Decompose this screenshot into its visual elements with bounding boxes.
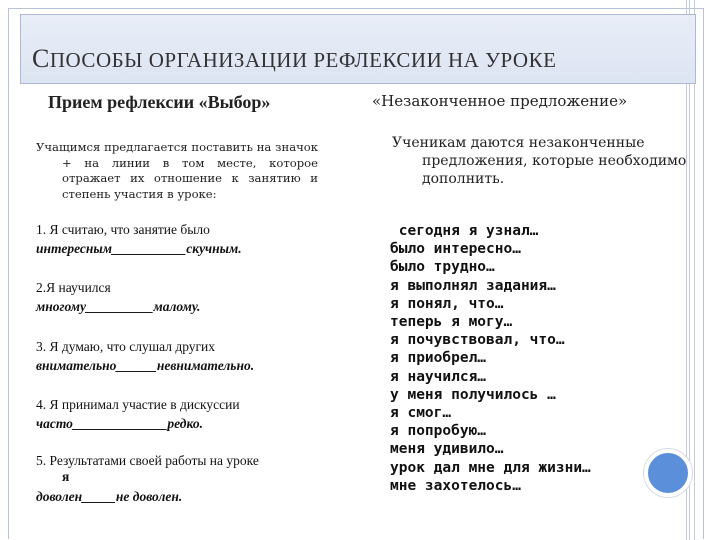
choice-question: 5. Результатами своей работы на уроке (36, 453, 259, 468)
slide-title (32, 44, 556, 74)
sentence-starter: теперь я могу… (390, 314, 513, 331)
sentence-starter: сегодня я узнал… (390, 223, 539, 239)
choice-question-continuation: я (62, 469, 70, 484)
sentence-starter: я попробую… (390, 423, 487, 440)
choice-question: 2.Я научился (36, 280, 111, 295)
choice-item-2 (36, 278, 336, 316)
sentence-starter: мне захотелось… (390, 477, 521, 494)
left-intro-paragraph: Учащимся предлагается поставить на значок + на линии в том месте, которое отражает их отношение к занятию и степень участия в уроке: (36, 140, 318, 201)
decorative-circle (644, 449, 692, 497)
sentence-starter: я выполнял задания… (390, 277, 556, 294)
choice-scale: многому__________малому. (36, 299, 201, 314)
choice-item-4 (36, 395, 336, 433)
slide-title-first-letter: С (32, 44, 50, 73)
choice-scale: интересным___________скучным. (36, 241, 242, 256)
choice-scale: внимательно______невнимательно. (36, 358, 255, 373)
choice-scale: доволен_____не доволен. (36, 489, 183, 504)
choice-question: 3. Я думаю, что слушал других (36, 339, 216, 354)
sentence-starter: меня удивило… (390, 441, 504, 458)
sentence-starter: было интересно… (390, 241, 521, 258)
choice-item-1 (36, 220, 336, 258)
sentence-starter: я научился… (390, 368, 487, 385)
choice-question: 1. Я считаю, что занятие было (36, 222, 210, 237)
sentence-starter: я почувствовал, что… (390, 332, 565, 349)
slide-title-rest: ПОСОБЫ ОРГАНИЗАЦИИ РЕФЛЕКСИИ НА УРОКЕ (49, 48, 557, 72)
choice-item-3 (36, 337, 336, 375)
sentence-starter: у меня получилось … (390, 386, 556, 403)
choice-scale: часто______________редко. (36, 416, 203, 431)
right-intro-text (392, 134, 692, 188)
choice-question: 4. Я принимал участие в дискуссии (36, 397, 240, 412)
sentence-starter: я понял, что… (390, 295, 504, 312)
right-intro-line: Ученикам даются незаконченные предложения, которые необходимо дополнить. (392, 135, 687, 187)
sentence-starter: я приобрел… (390, 350, 487, 367)
choice-item-5 (36, 453, 336, 505)
right-column-heading: «Незаконченное предложение» (372, 92, 628, 110)
sentence-starter: я смог… (390, 405, 452, 422)
sentence-starter: было трудно… (390, 259, 495, 276)
unfinished-sentences-list (390, 222, 591, 495)
left-intro-text (36, 140, 318, 202)
left-column-heading: Прием рефлексии «Выбор» (48, 92, 271, 112)
sentence-starter: урок дал мне для жизни… (390, 459, 591, 476)
